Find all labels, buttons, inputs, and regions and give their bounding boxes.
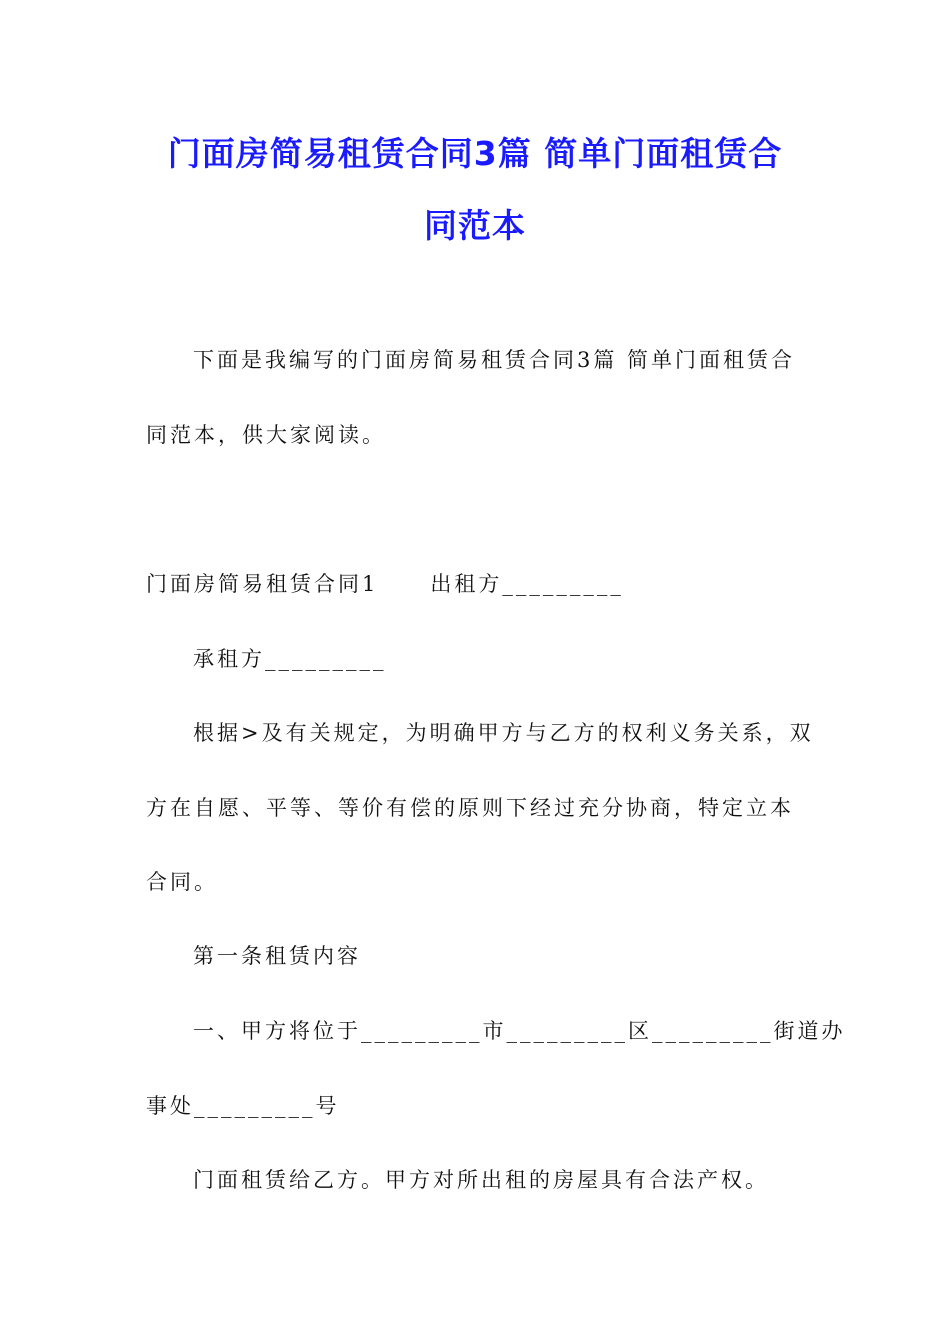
lessee-field: 承租方_________ xyxy=(193,647,387,671)
basis-paragraph-line-1: 根据>及有关规定，为明确甲方与乙方的权利义务关系，双 xyxy=(193,721,814,745)
intro-paragraph-line-2: 同范本，供大家阅读。 xyxy=(146,423,386,447)
basis-paragraph-line-3: 合同。 xyxy=(146,870,218,894)
item-1-line-1: 一、甲方将位于_________市_________区_________街道办 xyxy=(193,1019,846,1043)
lessor-field: 出租方_________ xyxy=(430,572,624,596)
document-title-line-1: 门面房简易租赁合同3篇 简单门面租赁合 xyxy=(167,134,783,173)
contract-heading: 门面房简易租赁合同1 xyxy=(146,572,379,596)
document-title-line-2: 同范本 xyxy=(424,206,526,245)
item-1-line-2: 事处_________号 xyxy=(146,1094,340,1118)
basis-paragraph-line-2: 方在自愿、平等、等价有偿的原则下经过充分协商，特定立本 xyxy=(146,796,794,820)
item-1-line-3: 门面租赁给乙方。甲方对所出租的房屋具有合法产权。 xyxy=(193,1168,769,1192)
contract-heading-line xyxy=(146,569,624,599)
article-1-heading: 第一条租赁内容 xyxy=(193,944,361,968)
intro-paragraph-line-1: 下面是我编写的门面房简易租赁合同3篇 简单门面租赁合 xyxy=(193,348,796,372)
